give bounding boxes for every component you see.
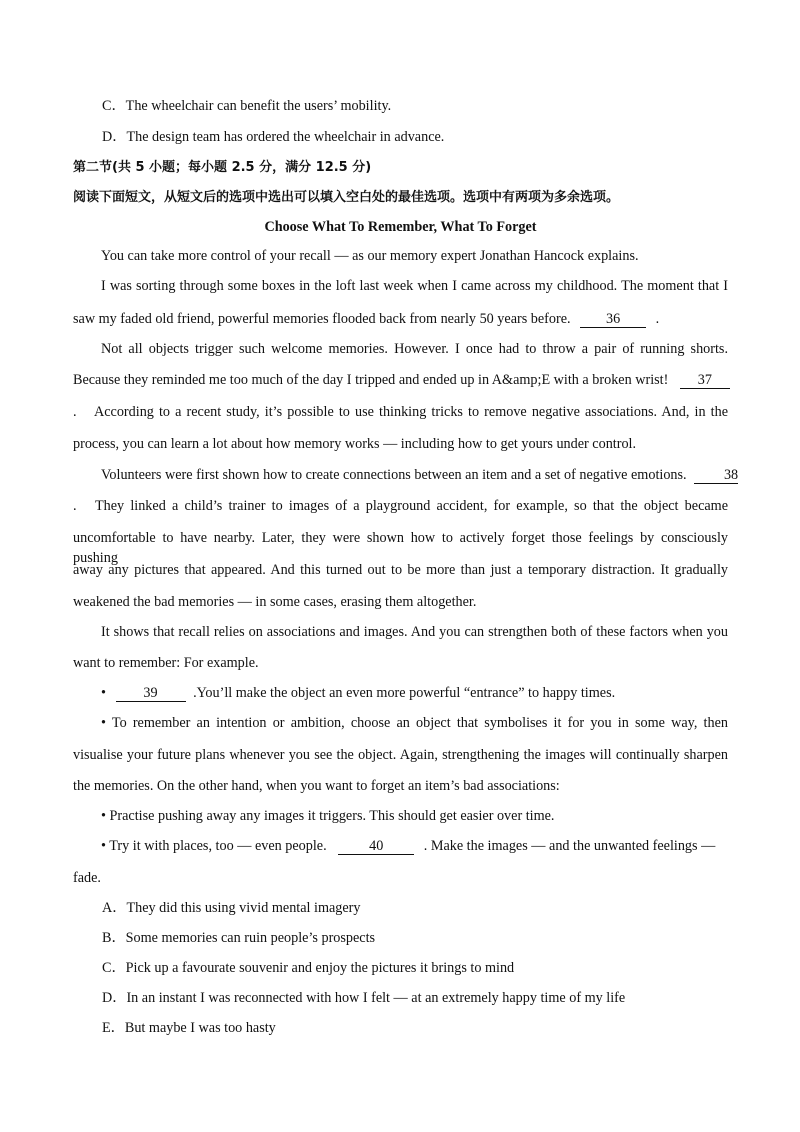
section-instruction: 阅读下面短文，从短文后的选项中选出可以填入空白处的最佳选项。选项中有两项为多余选项。 (73, 190, 620, 205)
paragraph-2-line: I was sorting through some boxes in the loft last week when I came across my childhood. The moment that I (101, 278, 728, 294)
option-text: The wheelchair can benefit the users’ mobility. (125, 98, 392, 114)
choice-a[interactable] (102, 898, 757, 918)
bullet-4 (101, 836, 728, 856)
blank-37[interactable]: 37 (680, 373, 730, 389)
text-segment: Because they reminded me too much of the day I tripped and ended up in A&amp;E with a broken wrist! (73, 372, 669, 388)
option-prev-d (102, 127, 757, 147)
text-segment: They linked a child’s trainer to images of a playground accident, for example, so that the object became (95, 498, 728, 514)
bullet-mark: • (101, 685, 106, 701)
bullet-2-line: the memories. On the other hand, when you want to forget an item’s bad associations: (73, 778, 560, 794)
choice-text: But maybe I was too hasty (124, 1020, 276, 1036)
option-prev-c (102, 96, 757, 116)
text-segment: saw my faded old friend, powerful memories flooded back from nearly 50 years before. (73, 311, 571, 327)
choice-text: Some memories can ruin people’s prospects (125, 930, 376, 946)
blank-38[interactable]: 38 (694, 468, 738, 484)
bullet-4-line: fade. (73, 870, 101, 886)
choice-text: In an instant I was reconnected with how I felt — at an extremely happy time of my life (126, 990, 626, 1006)
option-text: The design team has ordered the wheelchair in advance. (126, 129, 445, 145)
choice-d[interactable] (102, 988, 757, 1008)
paragraph-3-line: Not all objects trigger such welcome memories. However. I once had to throw a pair of running shorts. (101, 341, 728, 357)
paragraph-4-line: weakened the bad memories — in some cases, erasing them altogether. (73, 594, 477, 610)
text-segment: . Make the images — and the unwanted feelings — (423, 838, 716, 854)
text-segment: • Try it with places, too — even people. (101, 838, 327, 854)
paragraph-5-line: want to remember: For example. (73, 655, 259, 671)
choice-letter: A． (102, 900, 127, 916)
paragraph-3-line-cont (73, 402, 728, 422)
choice-letter: B． (102, 930, 126, 946)
text-segment: . (655, 311, 660, 327)
bullet-1 (101, 683, 728, 703)
blank-36[interactable]: 36 (580, 312, 646, 328)
paragraph-3-line-blank (73, 370, 728, 390)
choice-e[interactable] (102, 1018, 757, 1038)
text-segment: Volunteers were first shown how to create connections between an item and a set of negative emotions. (101, 467, 687, 483)
paragraph-4-line-blank (101, 465, 739, 485)
paragraph-5-line: It shows that recall relies on associations and images. And you can strengthen both of these factors when you (101, 624, 728, 640)
text-segment: According to a recent study, it’s possible to use thinking tricks to remove negative associations. And, in the (94, 404, 728, 420)
choice-text: They did this using vivid mental imagery (126, 900, 361, 916)
passage-title: Choose What To Remember, What To Forget (264, 219, 537, 235)
choice-letter: C． (102, 960, 126, 976)
option-letter: C． (102, 98, 126, 114)
paragraph-3-line: process, you can learn a lot about how memory works — including how to get yours under control. (73, 436, 637, 452)
paragraph-2-line-blank (73, 309, 728, 329)
text-segment: .You’ll make the object an even more powerful “entrance” to happy times. (193, 685, 616, 701)
bullet-2-line: • To remember an intention or ambition, choose an object that symbolises it for you in some way, then (101, 715, 728, 731)
paragraph-4-line: away any pictures that appeared. And this turned out to be more than just a temporary distraction. It gradually (73, 562, 728, 578)
paragraph-1-line: You can take more control of your recall — as our memory expert Jonathan Hancock explains. (101, 248, 639, 264)
choice-c[interactable] (102, 958, 757, 978)
choice-letter: E． (102, 1020, 125, 1036)
paragraph-4-line: uncomfortable to have nearby. Later, they were shown how to actively forget those feelings by consciously pushing (73, 530, 728, 566)
choice-b[interactable] (102, 928, 757, 948)
blank-39[interactable]: 39 (116, 686, 186, 702)
choice-letter: D． (102, 990, 127, 1006)
bullet-3: • Practise pushing away any images it triggers. This should get easier over time. (101, 808, 555, 824)
bullet-2-line: visualise your future plans whenever you see the object. Again, strengthening the images will continually sharpen (73, 747, 728, 763)
choice-text: Pick up a favourate souvenir and enjoy the pictures it brings to mind (125, 960, 515, 976)
text-segment: . (73, 498, 77, 514)
section-heading: 第二节(共 5 小题；每小题 2.5 分，满分 12.5 分) (73, 160, 372, 175)
option-letter: D． (102, 129, 127, 145)
text-segment: . (73, 404, 77, 420)
blank-40[interactable]: 40 (338, 839, 414, 855)
paragraph-4-line-cont (73, 496, 728, 516)
